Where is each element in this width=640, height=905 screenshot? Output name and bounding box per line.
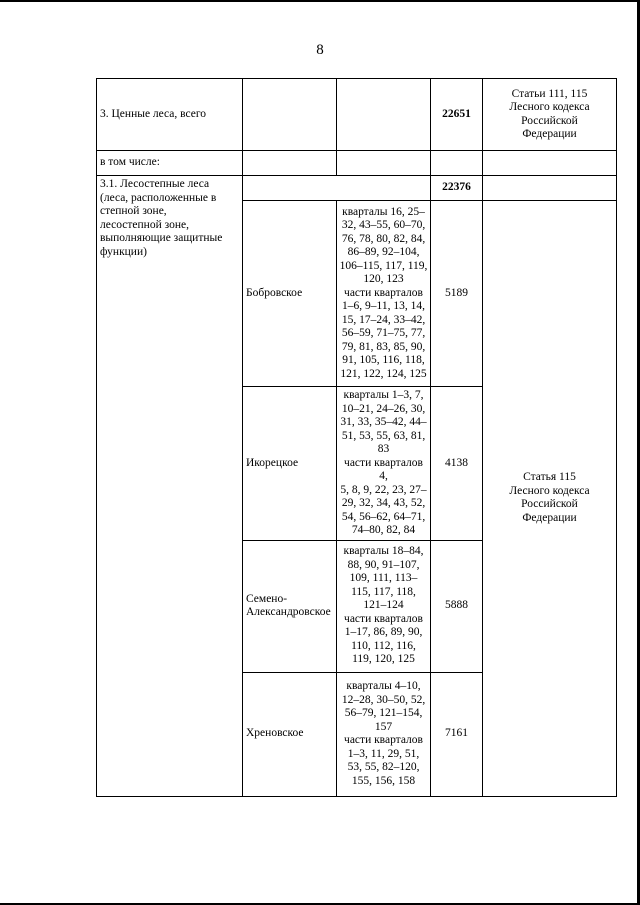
page-border-top [0,0,640,2]
forestry-area: 7161 [431,672,483,796]
row-steppe-article-empty [483,176,617,201]
row-total-quarters [337,79,431,151]
steppe-article: Статья 115 Лесного кодекса Российской Федерации [483,201,617,797]
forestry-area: 5189 [431,201,483,387]
table-row-including [97,151,617,176]
row-total-article: Статьи 111, 115 Лесного кодекса Российской Федерации [483,79,617,151]
forestry-quarters: кварталы 16, 25– 32, 43–55, 60–70, 76, 78, 80, 82, 84, 86–89, 92–104, 106–115, 117, 119, 120, 123 части кварталов 1–6, 9–11, 13, 14, 15, 17–24, 33–42, 56–59, 71–75, 77, 79, 81, 83, 85, 90, 91, 105, 116, 118, 121, 122, 124, 125 [337,201,431,387]
row-total-forestry [243,79,337,151]
forestry-quarters: кварталы 18–84, 88, 90, 91–107, 109, 111, 113– 115, 117, 118, 121–124 части кварталов 1–17, 86, 89, 90, 110, 112, 116, 119, 120, 125 [337,540,431,672]
forests-table [96,78,617,797]
row-total-name: 3. Ценные леса, всего [97,79,243,151]
forestry-name: Хреновское [243,672,337,796]
page-number: 8 [316,42,324,58]
row-steppe-merged [243,176,431,201]
row-total-area: 22651 [431,79,483,151]
forestry-quarters: кварталы 4–10, 12–28, 30–50, 52, 56–79, 121–154, 157 части кварталов 1–3, 11, 29, 51, 53, 55, 82–120, 155, 156, 158 [337,672,431,796]
forestry-name: Семено- Александровское [243,540,337,672]
table-row-steppe [97,176,617,201]
forestry-area: 5888 [431,540,483,672]
forestry-quarters: кварталы 1–3, 7, 10–21, 24–26, 30, 31, 33, 35–42, 44– 51, 53, 55, 63, 81, 83 части кварталов 4, 5, 8, 9, 22, 23, 27– 29, 32, 34, 43, 52, 54, 56–62, 64–71, 74–80, 82, 84 [337,387,431,541]
row-steppe-area: 22376 [431,176,483,201]
forestry-area: 4138 [431,387,483,541]
row-steppe-name: 3.1. Лесостепные леса (леса, расположенные в степной зоне, лесостепной зоне, выполняющие защитные функции) [97,176,243,797]
forestry-name: Икорецкое [243,387,337,541]
row-including-label: в том числе: [97,151,243,176]
forestry-name: Бобровское [243,201,337,387]
table-row-total [97,79,617,151]
